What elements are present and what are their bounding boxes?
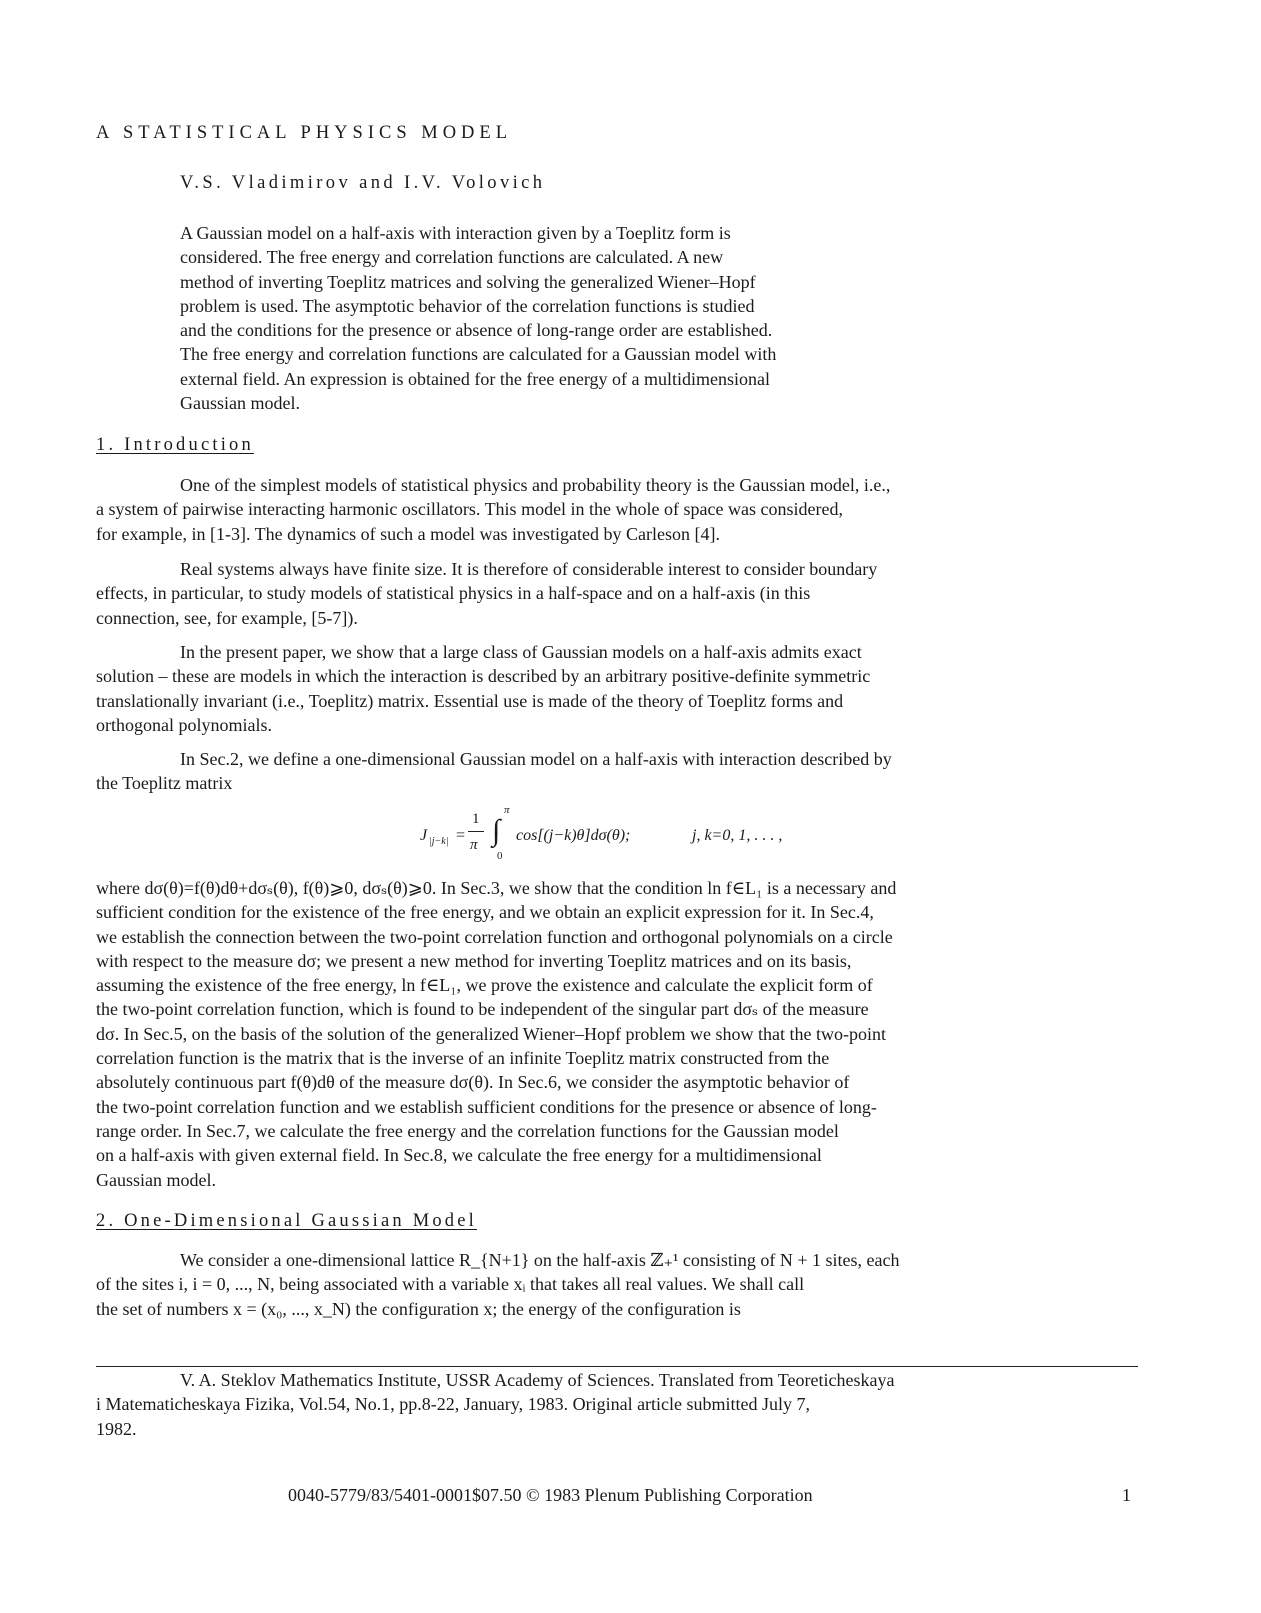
text-line: effects, in particular, to study models of statistical physics in a half-space and on a half-axis (in this [96,583,811,604]
text-line: for example, in [1-3]. The dynamics of such a model was investigated by Carleson [4]. [96,523,720,544]
formula-fraction-denominator: π [470,837,478,853]
text-line: we establish the connection between the two-point correlation function and orthogonal polynomials on a circle [96,926,893,947]
formula-integral-upper: π [504,804,510,816]
publisher-line: 0040-5779/83/5401-0001$07.50 © 1983 Plenum Publishing Corporation [288,1485,813,1505]
intro-paragraph-4 [96,747,1136,796]
formula-lhs: J [420,827,428,844]
section-heading-introduction: 1. Introduction [96,435,254,455]
page-number: 1 [1122,1485,1131,1505]
text-line: assuming the existence of the free energy, ln f∈L₁, we prove the existence and calculate the explicit form of [96,975,873,996]
text-line: One of the simplest models of statistical physics and probability theory is the Gaussian model, i.e., [180,475,891,495]
paper-authors: V.S. Vladimirov and I.V. Volovich [180,173,546,193]
text-line: Gaussian model. [96,1169,216,1190]
text-line: solution – these are models in which the interaction is described by an arbitrary positive-definite symmetric [96,666,871,687]
text-line: orthogonal polynomials. [96,714,272,735]
footnote-line: 1982. [96,1418,137,1439]
integral-sign: ∫ [492,814,501,847]
text-line: sufficient condition for the existence of the free energy, and we obtain an explicit expression for it. In Sec.4, [96,902,874,923]
footnote-line: i Matematicheskaya Fizika, Vol.54, No.1, pp.8-22, January, 1983. Original article submitted July 7, [96,1394,811,1415]
abstract-line: The free energy and correlation functions are calculated for a Gaussian model with [180,344,777,365]
formula-index-range: j, k=0, 1, . . . , [692,827,783,844]
fraction-bar [468,831,484,832]
section-heading-gaussian-model: 2. One-Dimensional Gaussian Model [96,1211,477,1231]
text-line: the set of numbers x = (x₀, ..., x_N) the configuration x; the energy of the configuration is [96,1298,741,1319]
toeplitz-formula [420,804,840,868]
intro-paragraph-5 [96,876,1136,1192]
text-line: In Sec.2, we define a one-dimensional Gaussian model on a half-axis with interaction described by [180,749,892,769]
formula-integrand: cos[(j−k)θ]dσ(θ); [516,827,631,844]
text-line: Real systems always have finite size. It is therefore of considerable interest to consider boundary [180,559,878,579]
abstract-line: and the conditions for the presence or absence of long-range order are established. [180,320,773,341]
text-line: with respect to the measure dσ; we present a new method for inverting Toeplitz matrices and on its basis, [96,950,852,971]
text-line: the two-point correlation function, which is found to be independent of the singular part dσₛ of the measure [96,999,869,1020]
text-line: a system of pairwise interacting harmonic oscillators. This model in the whole of space was considered, [96,499,843,520]
text-line: In the present paper, we show that a large class of Gaussian models on a half-axis admits exact [180,642,862,662]
intro-paragraph-3 [96,640,1136,737]
formula-fraction-numerator: 1 [472,811,480,827]
text-line: translationally invariant (i.e., Toeplitz) matrix. Essential use is made of the theory of Toeplitz forms and [96,690,844,711]
abstract-line: problem is used. The asymptotic behavior of the correlation functions is studied [180,295,755,316]
text-line: absolutely continuous part f(θ)dθ of the measure dσ(θ). In Sec.6, we consider the asymptotic behavior of [96,1072,850,1093]
formula-equals: = [456,827,466,844]
abstract-line: method of inverting Toeplitz matrices and solving the generalized Wiener–Hopf [180,271,756,292]
abstract-line: Gaussian model. [180,393,300,414]
text-line: We consider a one-dimensional lattice R_{N+1} on the half-axis ℤ₊¹ consisting of N + 1 sites, each [180,1250,900,1270]
text-line: dσ. In Sec.5, on the basis of the solution of the generalized Wiener–Hopf problem we show that the two-point [96,1023,886,1044]
section2-paragraph-1 [96,1248,1136,1321]
paper-title: A STATISTICAL PHYSICS MODEL [96,123,513,143]
footnote-line: V. A. Steklov Mathematics Institute, USSR Academy of Sciences. Translated from Teoreticheskaya [180,1370,895,1390]
text-line: of the sites i, i = 0, ..., N, being associated with a variable xᵢ that takes all real values. We shall call [96,1274,805,1295]
text-line: correlation function is the matrix that is the inverse of an infinite Toeplitz matrix constructed from the [96,1048,830,1069]
formula-lhs-subscript: |j−k| [429,836,449,847]
footnote [96,1368,1136,1441]
text-line: where dσ(θ)=f(θ)dθ+dσₛ(θ), f(θ)⩾0, dσₛ(θ)⩾0. In Sec.3, we show that the condition ln f∈L₁ is a necessary and [96,878,897,898]
intro-paragraph-1 [96,473,1136,546]
abstract [180,221,970,415]
intro-paragraph-2 [96,557,1136,630]
text-line: range order. In Sec.7, we calculate the free energy and the correlation functions for the Gaussian model [96,1120,839,1141]
text-line: the two-point correlation function and we establish sufficient conditions for the presence or absence of long- [96,1096,877,1117]
footnote-rule [96,1366,1138,1367]
formula-integral-lower: 0 [497,850,503,862]
abstract-line: external field. An expression is obtained for the free energy of a multidimensional [180,368,770,389]
abstract-line: A Gaussian model on a half-axis with interaction given by a Toeplitz form is [180,223,731,243]
text-line: connection, see, for example, [5-7]). [96,607,358,628]
text-line: the Toeplitz matrix [96,773,233,794]
text-line: on a half-axis with given external field. In Sec.8, we calculate the free energy for a multidimensional [96,1145,822,1166]
abstract-line: considered. The free energy and correlation functions are calculated. A new [180,247,724,268]
